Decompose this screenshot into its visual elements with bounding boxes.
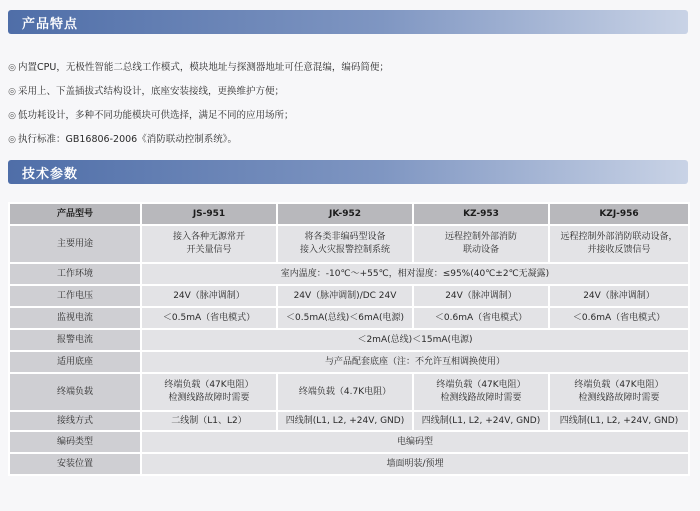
bullet-icon: ◎ (8, 87, 16, 97)
table-cell: 与产品配套底座（注：不允许互相调换使用） (141, 351, 689, 373)
cell-line: 开关量信号 (186, 245, 232, 255)
bullet-icon: ◎ (8, 135, 16, 145)
header-cell-js951: JS-951 (141, 203, 277, 225)
table-row-monitor-current (9, 307, 689, 329)
header-cell-kzj956: KZJ-956 (549, 203, 689, 225)
table-cell: 24V（脉冲调制)/DC 24V (277, 285, 413, 307)
table-row-voltage (9, 285, 689, 307)
table-cell (141, 225, 277, 263)
cell-line: 远程控制外部消防 (444, 232, 517, 242)
feature-item (6, 80, 696, 104)
row-label: 安装位置 (9, 453, 141, 475)
table-row-usage (9, 225, 689, 263)
feature-list (6, 56, 696, 152)
cell-line: 并接收反馈信号 (587, 245, 651, 255)
cell-line: 联动设备 (462, 245, 499, 255)
row-label: 接线方式 (9, 411, 141, 431)
cell-line: 终端负载（47K电阻） (574, 380, 664, 390)
table-cell (413, 373, 549, 411)
table-cell: 四线制(L1, L2, +24V, GND) (277, 411, 413, 431)
cell-line: 将各类非编码型设备 (304, 232, 386, 242)
header-cell-jk952: JK-952 (277, 203, 413, 225)
table-row-environment (9, 263, 689, 285)
table-cell: 24V（脉冲调制） (141, 285, 277, 307)
cell-line: 远程控制外部消防联动设备， (560, 232, 678, 242)
row-label: 监视电流 (9, 307, 141, 329)
cell-line: 终端负载（4.7K电阻） (298, 386, 392, 397)
table-cell: 二线制（L1、L2） (141, 411, 277, 431)
cell-line: 接入火灾报警控制系统 (299, 245, 390, 255)
table-cell: ＜0.5mA(总线)＜6mA(电源) (277, 307, 413, 329)
table-row-base (9, 351, 689, 373)
table-cell: ＜0.6mA（省电模式） (413, 307, 549, 329)
table-row-terminal-load (9, 373, 689, 411)
feature-text: 内置CPU，无极性智能二总线工作模式，模块地址与探测器地址可任意混编，编码简便； (18, 62, 389, 73)
table-cell: 24V（脉冲调制） (413, 285, 549, 307)
row-label: 工作电压 (9, 285, 141, 307)
row-label: 主要用途 (9, 225, 141, 263)
spec-table (8, 202, 690, 476)
row-label: 终端负载 (9, 373, 141, 411)
bullet-icon: ◎ (8, 111, 16, 121)
header-cell-kz953: KZ-953 (413, 203, 549, 225)
row-label: 报警电流 (9, 329, 141, 351)
table-cell: 四线制(L1, L2, +24V, GND) (413, 411, 549, 431)
feature-item (6, 128, 696, 152)
section-header-specs (8, 160, 688, 184)
cell-line: 终端负载（47K电阻） (436, 380, 526, 390)
table-header-row (9, 203, 689, 225)
table-row-install (9, 453, 689, 475)
cell-line: 终端负载（47K电阻） (164, 380, 254, 390)
table-cell (549, 373, 689, 411)
feature-text: 采用上、下盖插拔式结构设计，底座安装接线，更换维护方便； (18, 86, 285, 97)
table-cell: 墙面明装/预埋 (141, 453, 689, 475)
table-cell: ＜0.5mA（省电模式） (141, 307, 277, 329)
section-title-specs: 技术参数 (22, 167, 79, 182)
table-cell: ＜0.6mA（省电模式） (549, 307, 689, 329)
table-row-alarm-current (9, 329, 689, 351)
table-row-wiring (9, 411, 689, 431)
table-cell (141, 373, 277, 411)
table-cell: 24V（脉冲调制） (549, 285, 689, 307)
table-row-coding (9, 431, 689, 453)
table-cell (277, 373, 413, 411)
table-cell: 电编码型 (141, 431, 689, 453)
cell-line: 检测线路故障时需要 (440, 393, 522, 403)
feature-item (6, 104, 696, 128)
table-cell (413, 225, 549, 263)
header-cell-model: 产品型号 (9, 203, 141, 225)
table-cell: 室内温度：-10℃～+55℃，相对湿度：≤95%(40℃±2℃无凝露) (141, 263, 689, 285)
table-cell: 四线制(L1, L2, +24V, GND) (549, 411, 689, 431)
table-cell (549, 225, 689, 263)
cell-line: 检测线路故障时需要 (168, 393, 250, 403)
table-cell (277, 225, 413, 263)
cell-line: 接入各种无源常开 (172, 232, 245, 242)
section-header-features (8, 10, 688, 34)
row-label: 适用底座 (9, 351, 141, 373)
row-label: 编码类型 (9, 431, 141, 453)
section-title-features: 产品特点 (22, 17, 79, 32)
cell-line: 检测线路故障时需要 (578, 393, 660, 403)
table-cell: ＜2mA(总线)＜15mA(电源) (141, 329, 689, 351)
bullet-icon: ◎ (8, 63, 16, 73)
feature-text: 低功耗设计，多种不同功能模块可供选择，满足不同的应用场所； (18, 110, 294, 121)
feature-text: 执行标准：GB16806-2006《消防联动控制系统》。 (18, 134, 237, 145)
row-label: 工作环境 (9, 263, 141, 285)
feature-item (6, 56, 696, 80)
